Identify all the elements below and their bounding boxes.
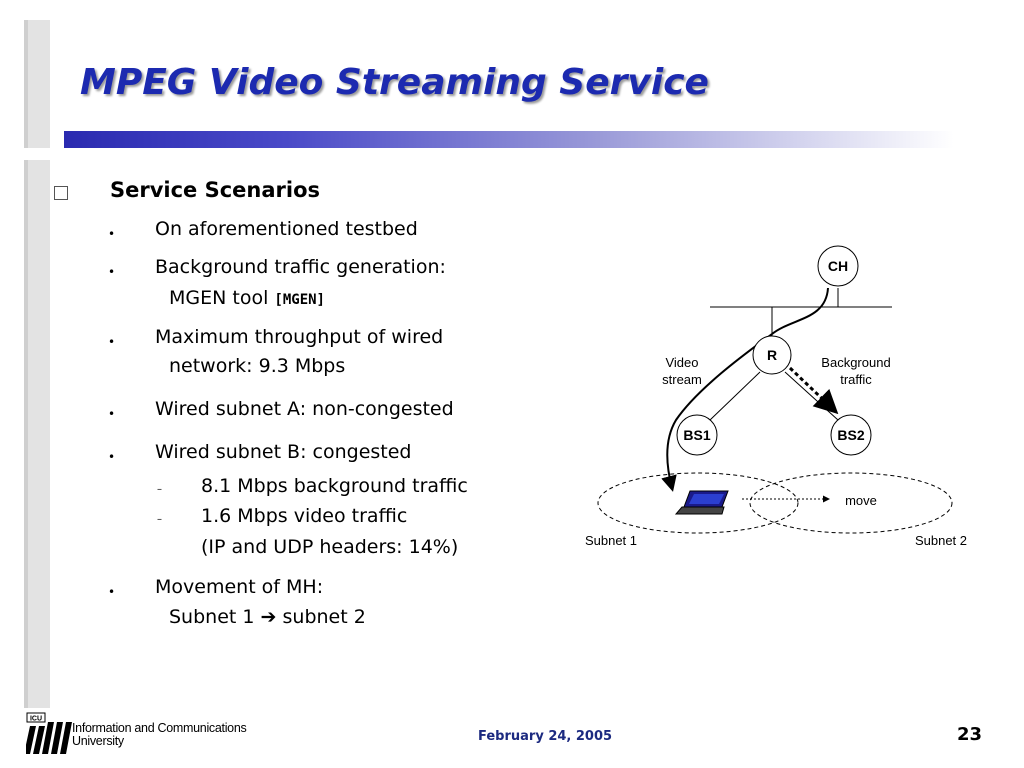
list-item: Wired subnet B: congested	[155, 441, 412, 463]
page-number: 23	[957, 724, 983, 745]
decorative-bar-top	[24, 20, 50, 148]
node-bs1-label: BS1	[683, 427, 711, 443]
move-label: move	[845, 493, 877, 508]
list-item-text: Subnet 1	[169, 606, 255, 628]
list-item: Wired subnet A: non-congested	[155, 398, 454, 420]
sub-list-item-continuation: (IP and UDP headers: 14%)	[201, 536, 459, 558]
bullet-dot-icon: •	[108, 335, 116, 349]
video-stream-label-line1: Video	[665, 355, 699, 370]
list-item-text: MGEN tool	[169, 287, 269, 309]
section-bullet-icon	[54, 186, 68, 200]
slide-title: MPEG Video Streaming Service	[80, 62, 709, 103]
node-bs2-label: BS2	[837, 427, 865, 443]
network-diagram	[560, 230, 980, 560]
bullet-dot-icon: •	[108, 450, 116, 464]
bullet-dot-icon: •	[108, 265, 116, 279]
logo-badge-text: ICU	[29, 715, 43, 723]
right-arrow-icon: ➔	[260, 606, 277, 628]
logo-text	[72, 722, 246, 748]
dash-icon: –	[157, 484, 162, 495]
node-ch	[818, 246, 858, 286]
background-traffic-label-line1: Background	[821, 355, 891, 370]
bullet-dot-icon: •	[108, 407, 116, 421]
bs2-link	[785, 372, 838, 420]
subnet-1-label: Subnet 1	[584, 533, 638, 548]
list-item-continuation: network: 9.3 Mbps	[169, 355, 346, 377]
subnet-2-label: Subnet 2	[914, 533, 968, 548]
bullet-dot-icon: •	[108, 227, 116, 241]
background-traffic-arrow	[790, 368, 834, 410]
background-traffic-label-line2: traffic	[840, 372, 872, 387]
sub-list-item: 8.1 Mbps background traffic	[201, 475, 468, 497]
node-ch-label: CH	[827, 258, 849, 274]
list-item-continuation	[169, 283, 325, 315]
video-stream-label-line2: stream	[662, 372, 702, 387]
list-item: On aforementioned testbed	[155, 218, 418, 240]
logo-text-line2: University	[72, 734, 124, 748]
reference-citation: [MGEN]	[274, 292, 325, 308]
node-bs1	[677, 415, 717, 455]
footer-date: February 24, 2005	[478, 729, 613, 744]
bullet-dot-icon: •	[108, 585, 116, 599]
laptop-icon	[676, 491, 728, 514]
list-item-continuation	[169, 602, 366, 632]
list-item: Movement of MH:	[155, 576, 324, 598]
node-bs2	[831, 415, 871, 455]
node-r	[753, 336, 791, 374]
list-item: Maximum throughput of wired	[155, 326, 444, 348]
video-stream-path	[667, 288, 828, 488]
list-item-text: subnet 2	[282, 606, 366, 628]
logo-text-line1: Information and Communications	[72, 721, 247, 735]
dash-icon: –	[157, 514, 162, 525]
decorative-bar-main	[24, 160, 50, 708]
list-item: Background traffic generation:	[155, 256, 446, 278]
node-r-label: R	[766, 347, 778, 363]
sub-list-item: 1.6 Mbps video traffic	[201, 505, 408, 527]
section-heading: Service Scenarios	[110, 178, 321, 202]
title-underline-gradient	[64, 131, 954, 148]
bs1-link	[710, 372, 760, 420]
